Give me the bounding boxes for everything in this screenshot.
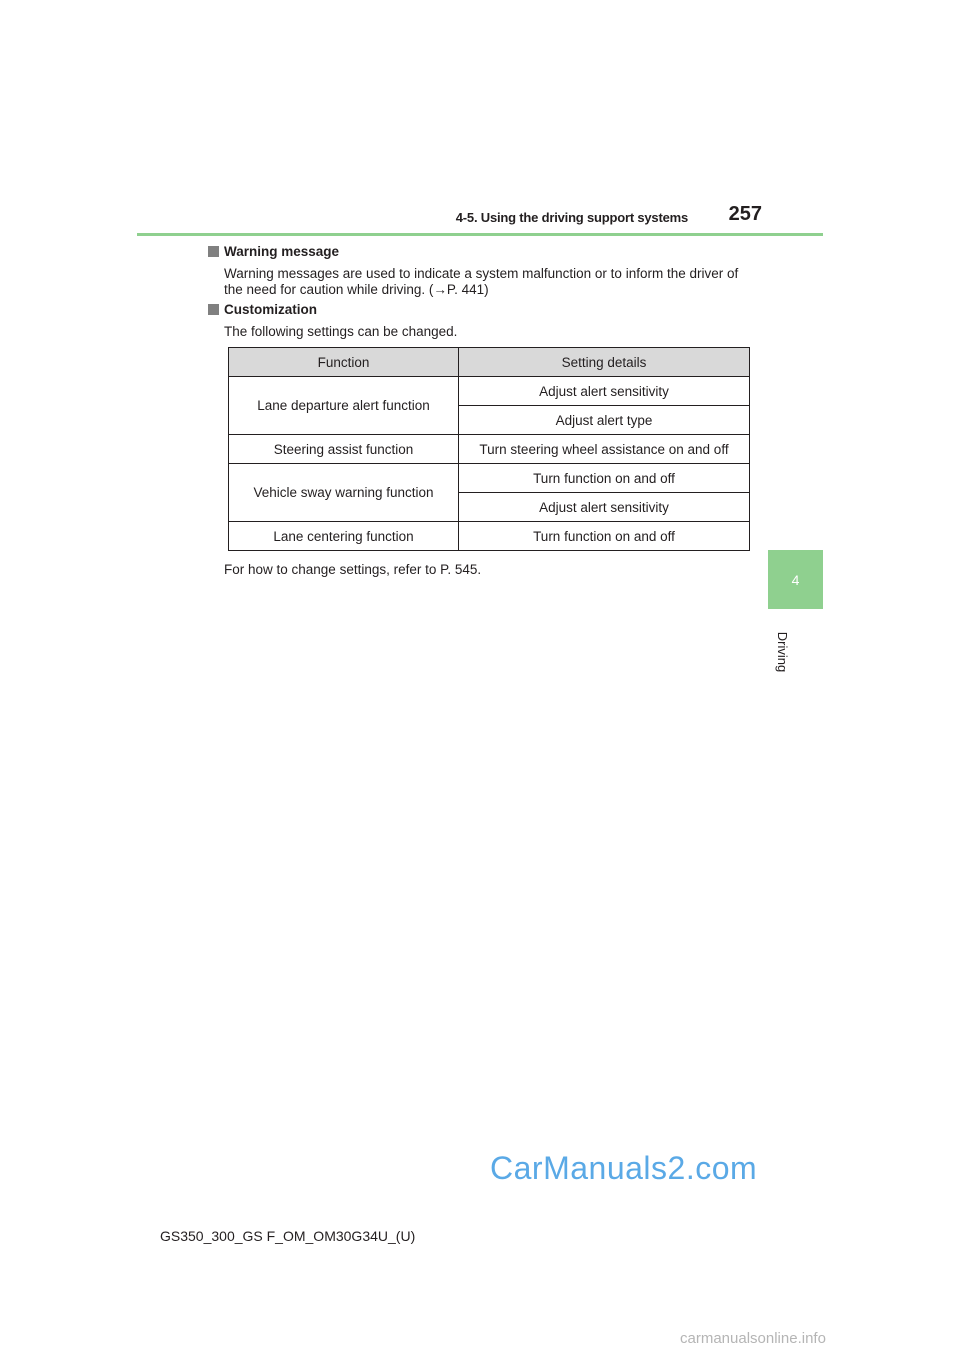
table-row xyxy=(229,464,750,493)
table-row xyxy=(229,377,750,406)
table-cell-function: Vehicle sway warning function xyxy=(229,464,459,522)
table-cell-setting: Adjust alert sensitivity xyxy=(459,377,750,406)
table-cell-setting: Turn function on and off xyxy=(459,522,750,551)
table-cell-function: Lane departure alert function xyxy=(229,377,459,435)
chapter-tab[interactable] xyxy=(768,550,823,609)
customization-heading-text: Customization xyxy=(224,302,317,317)
customization-heading xyxy=(208,302,317,317)
table-cell-function: Steering assist function xyxy=(229,435,459,464)
warning-heading-text: Warning message xyxy=(224,244,340,259)
customization-footnote: For how to change settings, refer to P. 545. xyxy=(224,562,482,577)
settings-table xyxy=(228,347,750,551)
table-row xyxy=(229,435,750,464)
table-header-row xyxy=(229,348,750,377)
watermark-logo[interactable]: CarManuals2.com xyxy=(490,1150,758,1186)
table-row xyxy=(229,522,750,551)
chapter-label: Driving xyxy=(775,631,790,673)
header-rule xyxy=(137,233,823,236)
warning-text-line: Warning messages are used to indicate a system malfunction or to inform the driver of xyxy=(224,266,739,281)
table-cell-setting: Adjust alert type xyxy=(459,406,750,435)
table-cell-function: Lane centering function xyxy=(229,522,459,551)
header-section-title: 4-5. Using the driving support systems xyxy=(455,210,688,225)
table-cell-setting: Turn function on and off xyxy=(459,464,750,493)
watermark-site[interactable]: carmanualsonline.info xyxy=(680,1330,826,1347)
page-number: 257 xyxy=(728,203,762,225)
table-header-function: Function xyxy=(229,348,459,377)
footer-doc-code: GS350_300_GS F_OM_OM30G34U_(U) xyxy=(160,1228,416,1244)
chapter-number: 4 xyxy=(791,571,800,588)
table-cell-setting: Adjust alert sensitivity xyxy=(459,493,750,522)
warning-heading xyxy=(208,244,339,259)
square-bullet-icon xyxy=(208,246,219,257)
table-header-setting-details: Setting details xyxy=(459,348,750,377)
warning-text-line: the need for caution while driving. (→P. 441) xyxy=(224,282,489,297)
warning-text xyxy=(224,266,764,298)
customization-intro: The following settings can be changed. xyxy=(224,324,458,339)
table-cell-setting: Turn steering wheel assistance on and off xyxy=(459,435,750,464)
square-bullet-icon xyxy=(208,304,219,315)
